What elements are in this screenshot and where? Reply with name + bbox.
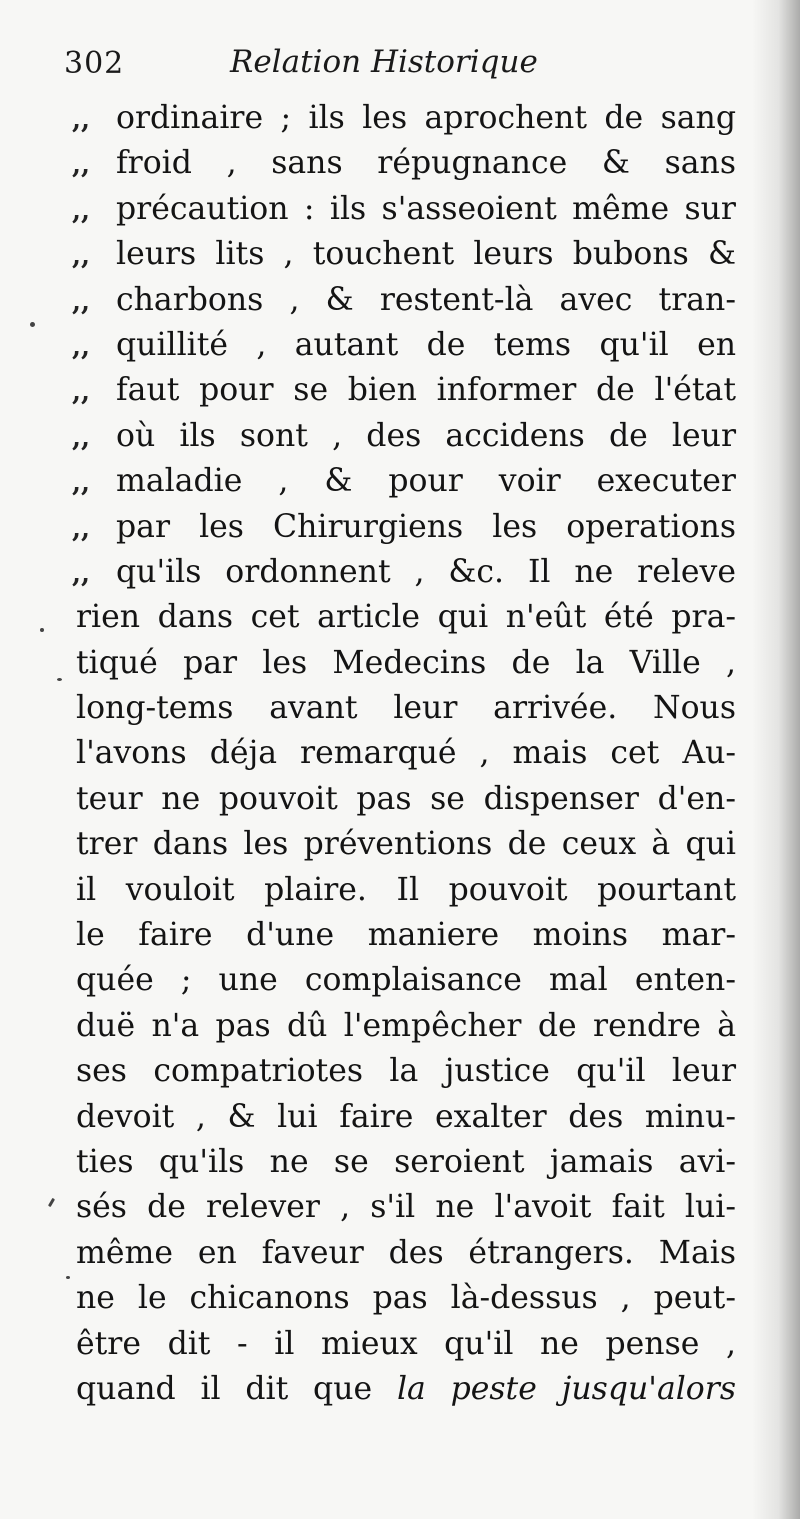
text-line	[76, 958, 736, 1003]
line-text: sés de relever , s'il ne l'avoit fait lui-	[76, 1189, 736, 1226]
text-line	[72, 96, 736, 141]
page-number: 302	[64, 46, 125, 81]
text-line	[76, 1276, 736, 1321]
line-text: quillité , autant de tems qu'il en	[116, 326, 736, 363]
line-text: même en faveur des étrangers. Mais	[76, 1234, 736, 1271]
line-text: duë n'a pas dû l'empêcher de rendre à	[76, 1007, 736, 1044]
body-text	[72, 96, 736, 1412]
quote-mark: ,,	[72, 105, 91, 135]
line-text	[76, 1367, 736, 1412]
text-line	[72, 459, 736, 504]
text-line	[76, 913, 736, 958]
ink-speck	[30, 322, 35, 327]
quote-mark: ,,	[72, 195, 91, 226]
text-line	[76, 1095, 736, 1140]
line-text: leurs lits , touchent leurs bubons &	[116, 236, 736, 273]
line-text: teur ne pouvoit pas se dispenser d'en-	[76, 780, 736, 817]
line-text: froid , sans répugnance & sans	[116, 145, 736, 182]
line-text: le faire d'une maniere moins mar-	[76, 917, 736, 954]
quote-mark: ,,	[72, 377, 91, 408]
text-line	[72, 368, 736, 413]
final-line-roman: quand il dit que	[76, 1370, 373, 1407]
quote-mark: ,,	[72, 468, 91, 499]
line-text: ses compatriotes la justice qu'il leur	[76, 1053, 736, 1090]
line-text: trer dans les préventions de ceux à qui	[76, 826, 736, 863]
quote-mark: ,,	[72, 513, 91, 544]
text-line	[76, 868, 736, 913]
text-line	[76, 777, 736, 822]
ink-speck	[57, 678, 62, 681]
text-line	[76, 595, 736, 640]
text-line	[76, 731, 736, 776]
text-line	[72, 141, 736, 186]
text-line	[76, 1140, 736, 1185]
final-line-italic: la peste jusqu'alors	[396, 1370, 736, 1407]
quote-mark: ,,	[72, 422, 91, 453]
line-text: rien dans cet article qui n'eût été pra-	[76, 599, 736, 636]
ink-speck	[40, 628, 44, 632]
line-text: maladie , & pour voir executer	[116, 463, 736, 500]
quote-mark: ,,	[72, 558, 91, 589]
line-text: il vouloit plaire. Il pouvoit pourtant	[76, 871, 736, 908]
line-text: long-tems avant leur arrivée. Nous	[76, 690, 736, 727]
text-line	[72, 278, 736, 323]
quote-mark: ,,	[72, 241, 91, 272]
text-line	[76, 1231, 736, 1276]
text-line	[76, 1049, 736, 1094]
text-line	[76, 641, 736, 686]
line-text: être dit - il mieux qu'il ne pense ,	[76, 1325, 736, 1362]
text-line	[76, 686, 736, 731]
ink-speck	[66, 1276, 70, 1279]
text-line	[76, 1004, 736, 1049]
line-text: faut pour se bien informer de l'état	[116, 372, 736, 409]
line-text: charbons , & restent-là avec tran-	[116, 281, 736, 318]
line-text: qu'ils ordonnent , &c. Il ne releve	[116, 553, 736, 590]
line-text: l'avons déja remarqué , mais cet Au-	[76, 735, 736, 772]
line-text: ordinaire ; ils les aprochent de sang	[116, 100, 736, 136]
running-head	[64, 42, 584, 86]
line-text: ne le chicanons pas là-dessus , peut-	[76, 1280, 736, 1317]
text-line	[72, 232, 736, 277]
text-line	[72, 414, 736, 459]
line-text: précaution : ils s'asseoient même sur	[116, 190, 736, 227]
line-text: quée ; une complaisance mal enten-	[76, 962, 736, 999]
ink-speck	[48, 1198, 55, 1207]
line-text: tiqué par les Medecins de la Ville ,	[76, 644, 736, 681]
text-line	[76, 1185, 736, 1230]
text-line	[76, 822, 736, 867]
line-text: où ils sont , des accidens de leur	[116, 417, 736, 454]
text-line	[72, 187, 736, 232]
text-line	[76, 1322, 736, 1367]
text-line	[72, 323, 736, 368]
text-line	[76, 1367, 736, 1412]
quote-mark: ,,	[72, 150, 91, 181]
text-line	[72, 505, 736, 550]
line-text: devoit , & lui faire exalter des minu-	[76, 1098, 736, 1135]
quote-mark: ,,	[72, 331, 91, 362]
line-text: par les Chirurgiens les operations	[116, 508, 736, 545]
running-title: Relation Historique	[230, 44, 538, 80]
quote-mark: ,,	[72, 286, 91, 317]
line-text: ties qu'ils ne se seroient jamais avi-	[76, 1143, 736, 1180]
binding-shadow	[752, 0, 800, 1519]
text-line	[72, 550, 736, 595]
